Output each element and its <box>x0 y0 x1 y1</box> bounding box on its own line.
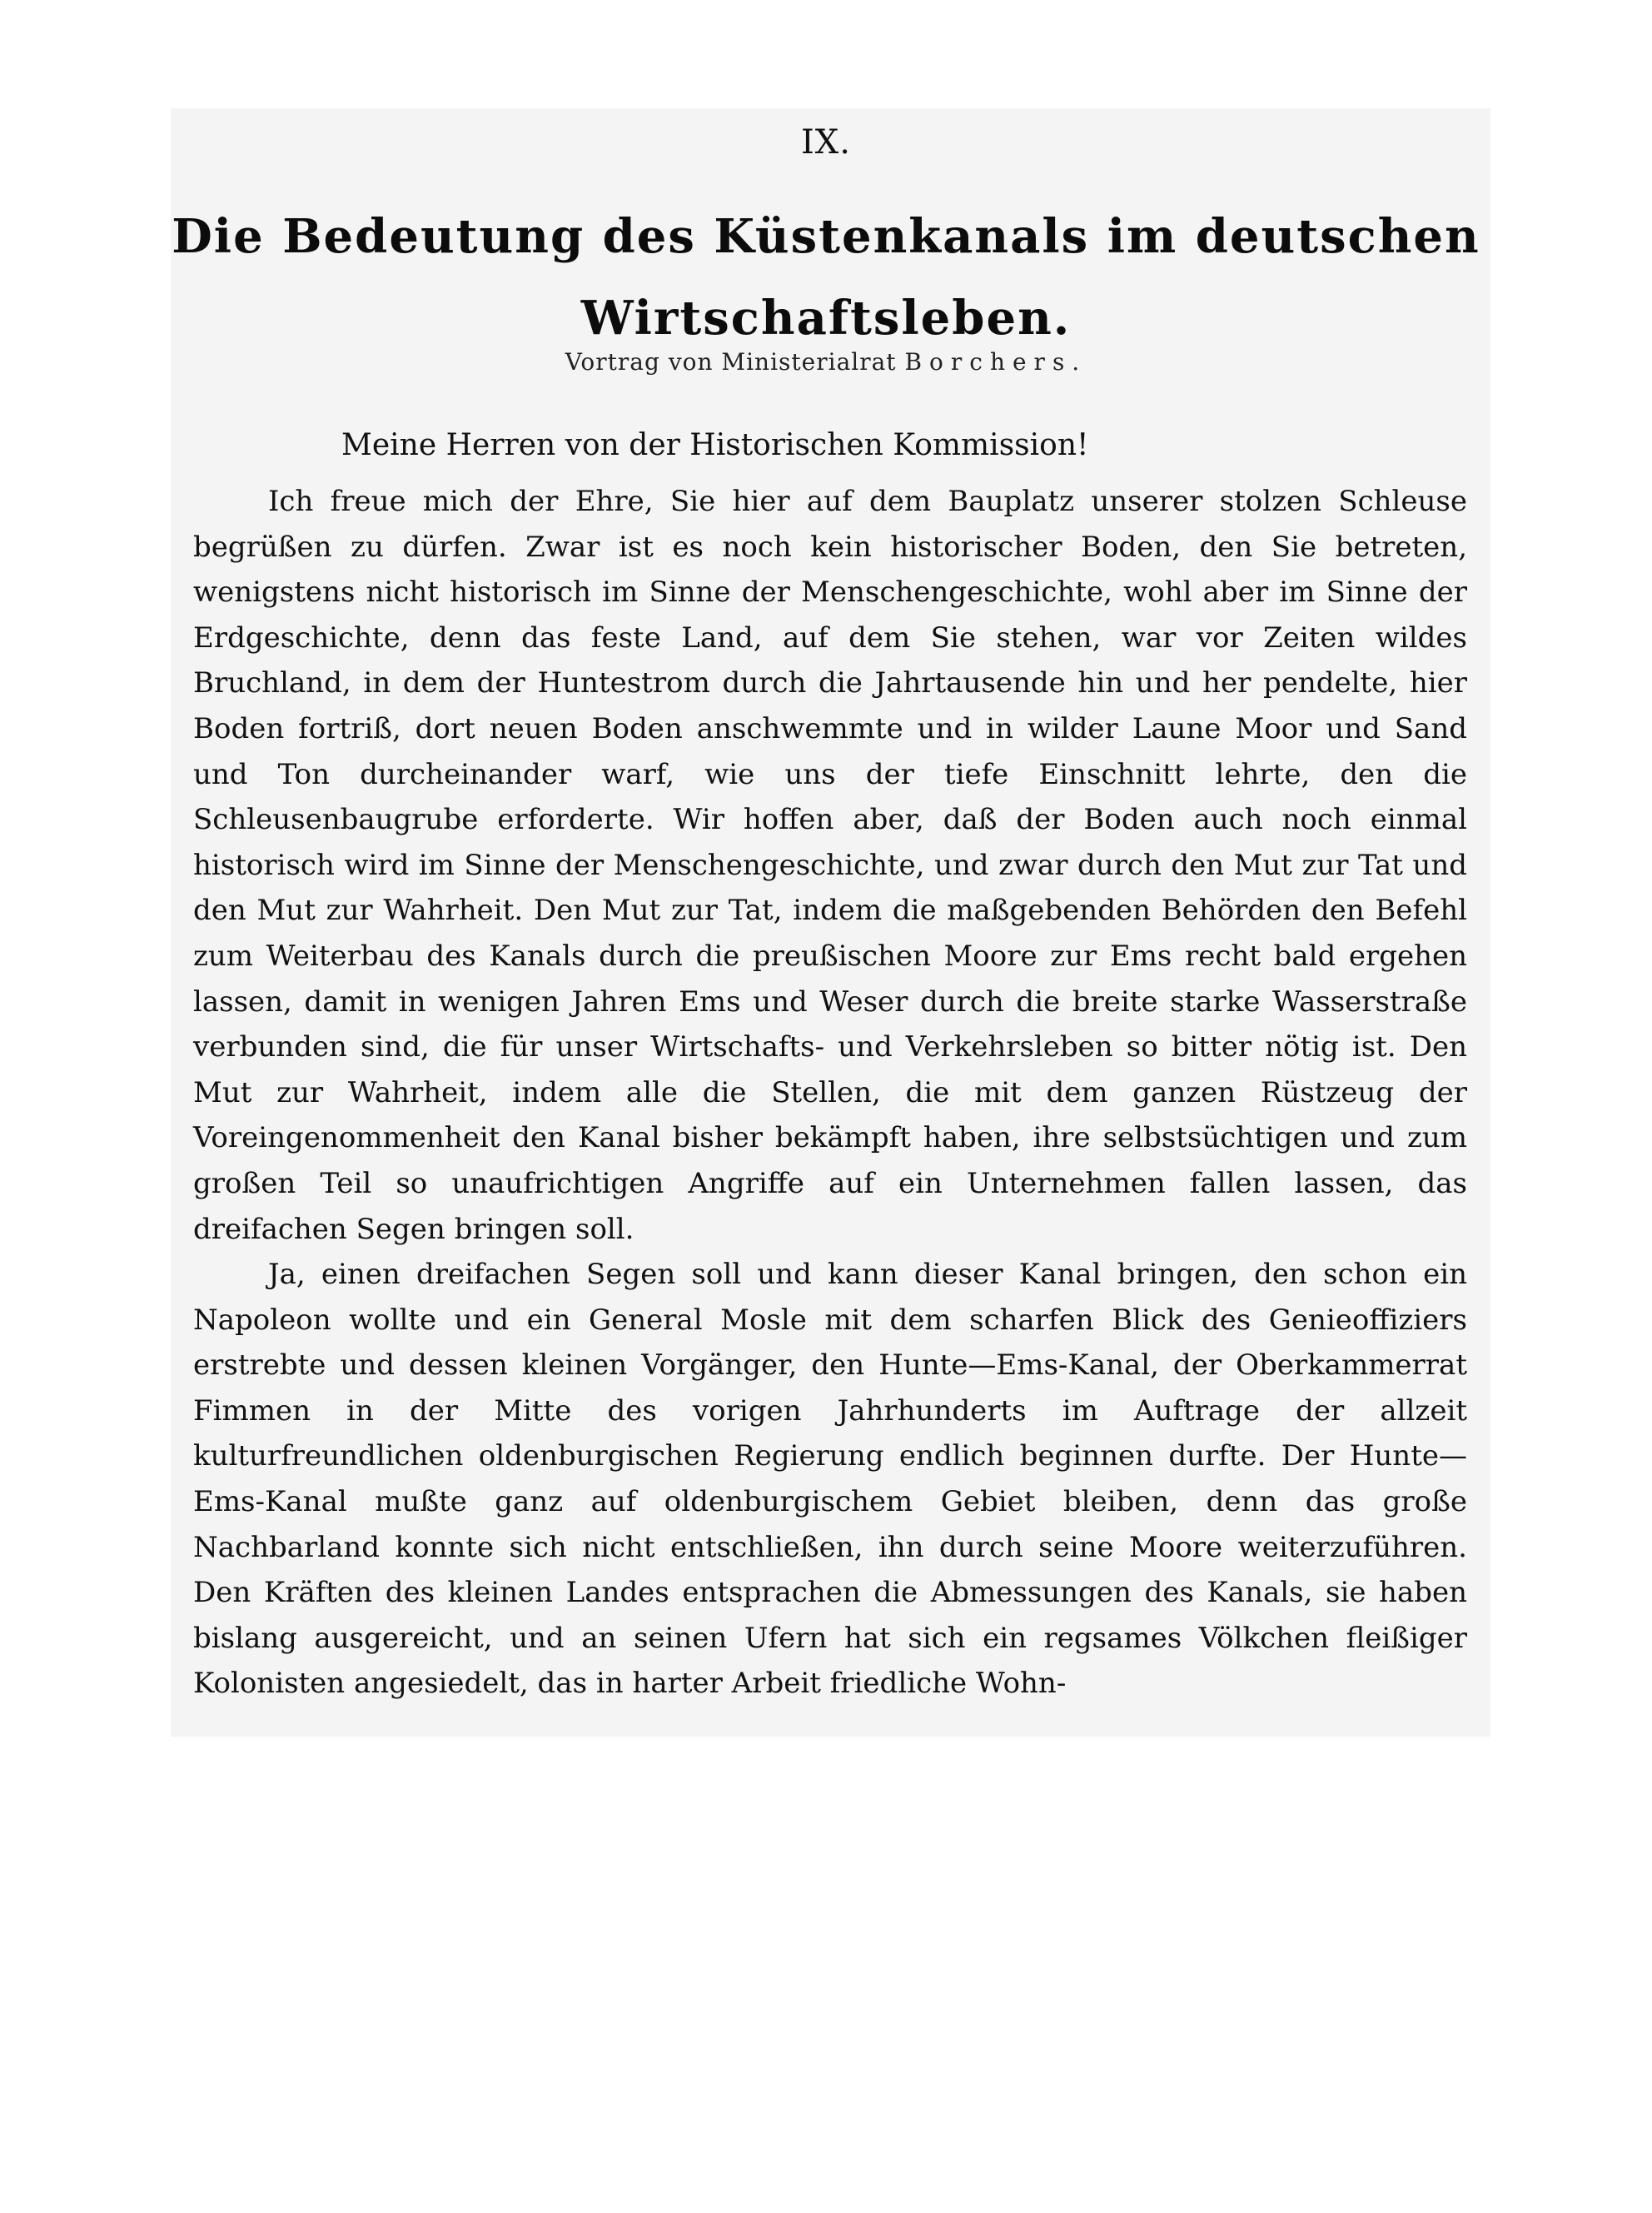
paragraph-1: Ich freue mich der Ehre, Sie hier auf dem Bauplatz unserer stolzen Schleuse begrüßen zu dürfen. Zwar ist es noch kein historischer Boden, den Sie betreten, wenigstens nicht historisch im Sinne der Menschengeschichte, wohl aber im Sinne der Erdgeschichte, denn das feste Land, auf dem Sie stehen, war vor Zeiten wildes Bruchland, in dem der Huntestrom durch die Jahrtausende hin und her pendelte, hier Boden fortriß, dort neuen Boden anschwemmte und in wilder Laune Moor und Sand und Ton durcheinander warf, wie uns der tiefe Einschnitt lehrte, den die Schleusenbaugrube erforderte. Wir hoffen aber, daß der Boden auch noch einmal historisch wird im Sinne der Menschengeschichte, und zwar durch den Mut zur Tat und den Mut zur Wahrheit. Den Mut zur Tat, indem die maßgebenden Behörden den Befehl zum Weiterbau des Kanals durch die preußischen Moore zur Ems recht bald ergehen lassen, damit in wenigen Jahren Ems und Weser durch die breite starke Wasserstraße verbunden sind, die für unser Wirtschafts- und Verkehrsleben so bitter nötig ist. Den Mut zur Wahrheit, indem alle die Stellen, die mit dem ganzen Rüstzeug der Voreingenommenheit den Kanal bisher bekämpft haben, ihre selbstsüchtigen und zum großen Teil so unaufrichtigen Angriffe auf ein Unternehmen fallen lassen, das dreifachen Segen bringen soll. <box>193 485 1467 1246</box>
salutation: Meine Herren von der Historischen Kommission! <box>341 428 1089 462</box>
speaker-name: Borchers. <box>904 348 1087 376</box>
chapter-title: Die Bedeutung des Küstenkanals im deutschen Wirtschaftsleben. <box>172 209 1480 346</box>
chapter-number: IX. <box>801 123 851 162</box>
lecture-byline <box>0 348 1652 376</box>
body-text <box>193 479 1467 1707</box>
byline-prefix: Vortrag von Ministerialrat <box>565 348 897 376</box>
paragraph-2: Ja, einen dreifachen Segen soll und kann dieser Kanal bringen, den schon ein Napoleon wollte und ein General Mosle mit dem scharfen Blick des Genieoffiziers erstrebte und dessen kleinen Vorgänger, den Hunte—Ems-Kanal, der Oberkammerrat Fimmen in der Mitte des vorigen Jahrhunderts im Auftrage der allzeit kulturfreundlichen oldenburgischen Regierung endlich beginnen durfte. Der Hunte—Ems-Kanal mußte ganz auf oldenburgischem Gebiet bleiben, denn das große Nachbarland konnte sich nicht entschließen, ihn durch seine Moore weiterzuführen. Den Kräften des kleinen Landes entsprachen die Abmessungen des Kanals, sie haben bislang ausgereicht, und an seinen Ufern hat sich ein regsames Völkchen fleißiger Kolonisten angesiedelt, das in harter Arbeit friedliche Wohn- <box>193 1258 1467 1701</box>
